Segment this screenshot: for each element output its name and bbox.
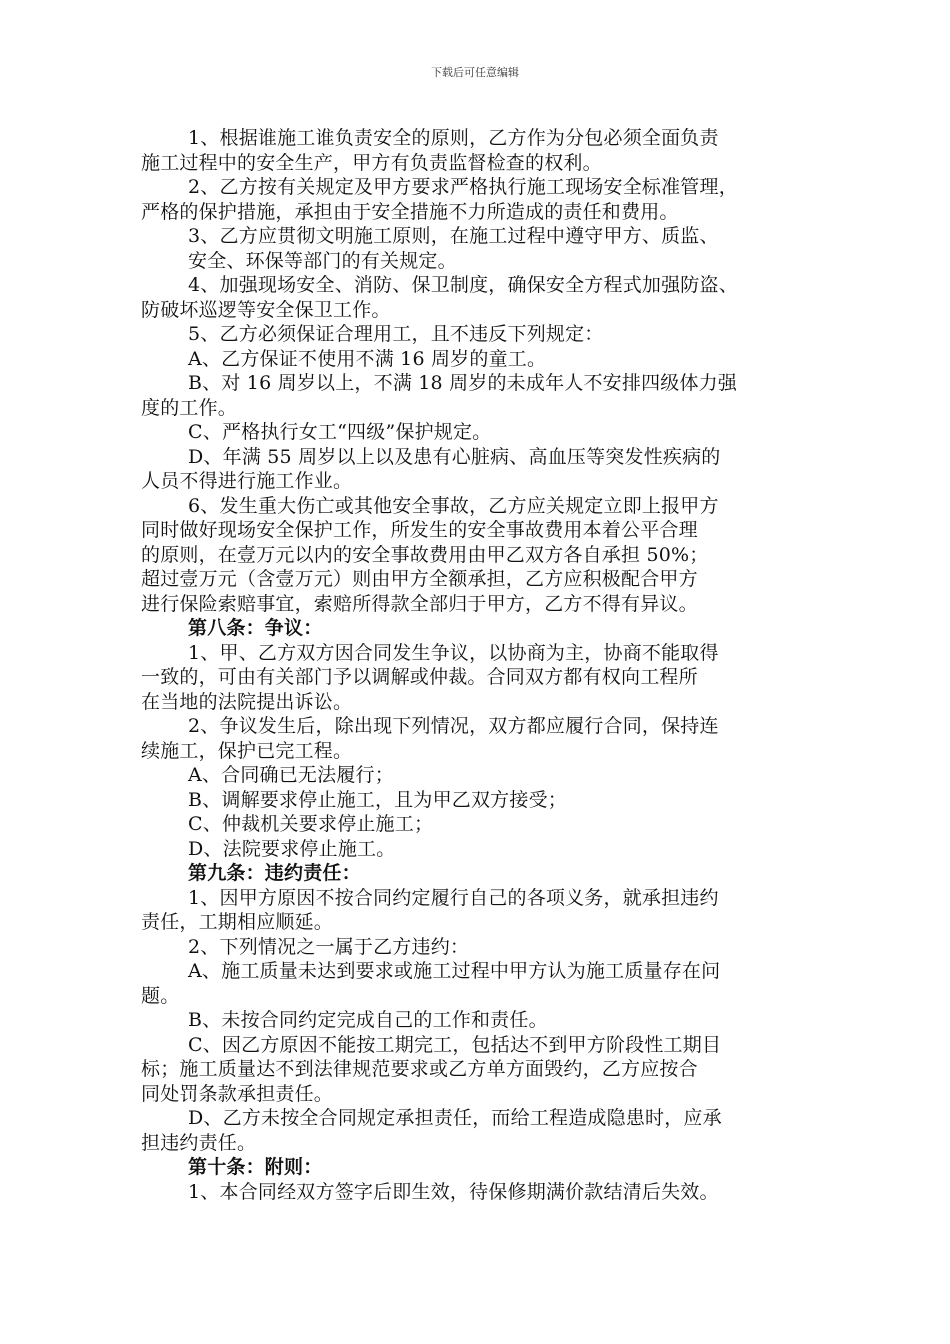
text-line: C、严格执行女工“四级”保护规定。 (188, 421, 492, 443)
text-line: B、对 16 周岁以上，不满 18 周岁的未成年人不安排四级体力强 (188, 372, 738, 394)
text-line: 防破坏巡逻等安全保卫工作。 (141, 298, 391, 321)
text-line: B、未按合同约定完成自己的工作和责任。 (188, 1009, 548, 1031)
page-header: 下载后可任意编辑 (431, 66, 519, 79)
text-line: C、因乙方原因不能按工期完工，包括达不到甲方阶段性工期目 (188, 1033, 722, 1056)
text-line: 同处罚条款承担责任。 (141, 1082, 334, 1105)
text-line: 在当地的法院提出诉讼。 (141, 690, 353, 713)
text-line: 2、乙方按有关规定及甲方要求严格执行施工现场安全标准管理， (188, 176, 738, 198)
text-line: A、合同确已无法履行； (188, 764, 394, 786)
text-line: 同时做好现场安全保护工作，所发生的安全事故费用本着公平合理 (141, 519, 698, 541)
text-line: 1、甲、乙方双方因合同发生争议，以协商为主，协商不能取得 (188, 641, 719, 664)
text-line: C、仲裁机关要求停止施工； (188, 813, 434, 835)
text-line: 1、根据谁施工谁负责安全的原则，乙方作为分包必须全面负责 (188, 127, 719, 149)
text-line: B、调解要求停止施工，且为甲乙双方接受； (188, 788, 567, 811)
text-line: 担违约责任。 (141, 1131, 257, 1154)
document-body (141, 126, 816, 1204)
text-line: D、年满 55 周岁以上以及患有心脏病、高血压等突发性疾病的 (188, 445, 721, 468)
section-heading: 第九条：违约责任： (188, 862, 361, 884)
section-heading: 第八条：争议： (188, 617, 323, 639)
text-line: 3、乙方应贯彻文明施工原则，在施工过程中遵守甲方、质监、 (188, 225, 719, 247)
text-line: 人员不得进行施工作业。 (141, 470, 353, 492)
text-line: 超过壹万元（含壹万元）则由甲方全额承担，乙方应积极配合甲方 (141, 568, 698, 590)
text-line: 进行保险索赔事宜，索赔所得款全部归于甲方，乙方不得有异议。 (141, 592, 698, 615)
text-line: 题。 (141, 984, 180, 1007)
text-line: 2、下列情况之一属于乙方违约： (188, 935, 470, 958)
text-line: 严格的保护措施，承担由于安全措施不力所造成的责任和费用。 (141, 200, 679, 223)
text-line: 2、争议发生后，除出现下列情况，双方都应履行合同，保持连 (188, 715, 719, 737)
text-line: D、乙方未按全合同规定承担责任，而给工程造成隐患时，应承 (188, 1107, 722, 1129)
text-line: 6、发生重大伤亡或其他安全事故，乙方应关规定立即上报甲方 (188, 494, 719, 517)
text-line: 1、本合同经双方签字后即生效，待保修期满价款结清后失效。 (188, 1180, 719, 1203)
text-line: 续施工，保护已完工程。 (141, 739, 353, 762)
text-line: A、施工质量未达到要求或施工过程中甲方认为施工质量存在问 (188, 960, 721, 982)
section-heading: 第十条：附则： (188, 1156, 323, 1178)
text-line: 一致的，可由有关部门予以调解或仲裁。合同双方都有权向工程所 (141, 666, 698, 688)
text-line: 安全、环保等部门的有关规定。 (188, 249, 457, 272)
text-line: 责任，工期相应顺延。 (141, 911, 334, 933)
text-line: 度的工作。 (141, 396, 238, 419)
text-line: D、法院要求停止施工。 (188, 837, 396, 860)
text-line: 标；施工质量达不到法律规范要求或乙方单方面毁约，乙方应按合 (141, 1058, 698, 1080)
text-line: 5、乙方必须保证合理用工，且不违反下列规定： (188, 323, 604, 345)
text-line: 的原则，在壹万元以内的安全事故费用由甲乙双方各自承担 50%； (141, 543, 709, 566)
text-line: 4、加强现场安全、消防、保卫制度，确保安全方程式加强防盗、 (188, 274, 738, 296)
text-line: 施工过程中的安全生产，甲方有负责监督检查的权利。 (141, 151, 602, 174)
text-line: A、乙方保证不使用不满 16 周岁的童工。 (188, 347, 547, 370)
text-line: 1、因甲方原因不按合同约定履行自己的各项义务，就承担违约 (188, 886, 719, 909)
